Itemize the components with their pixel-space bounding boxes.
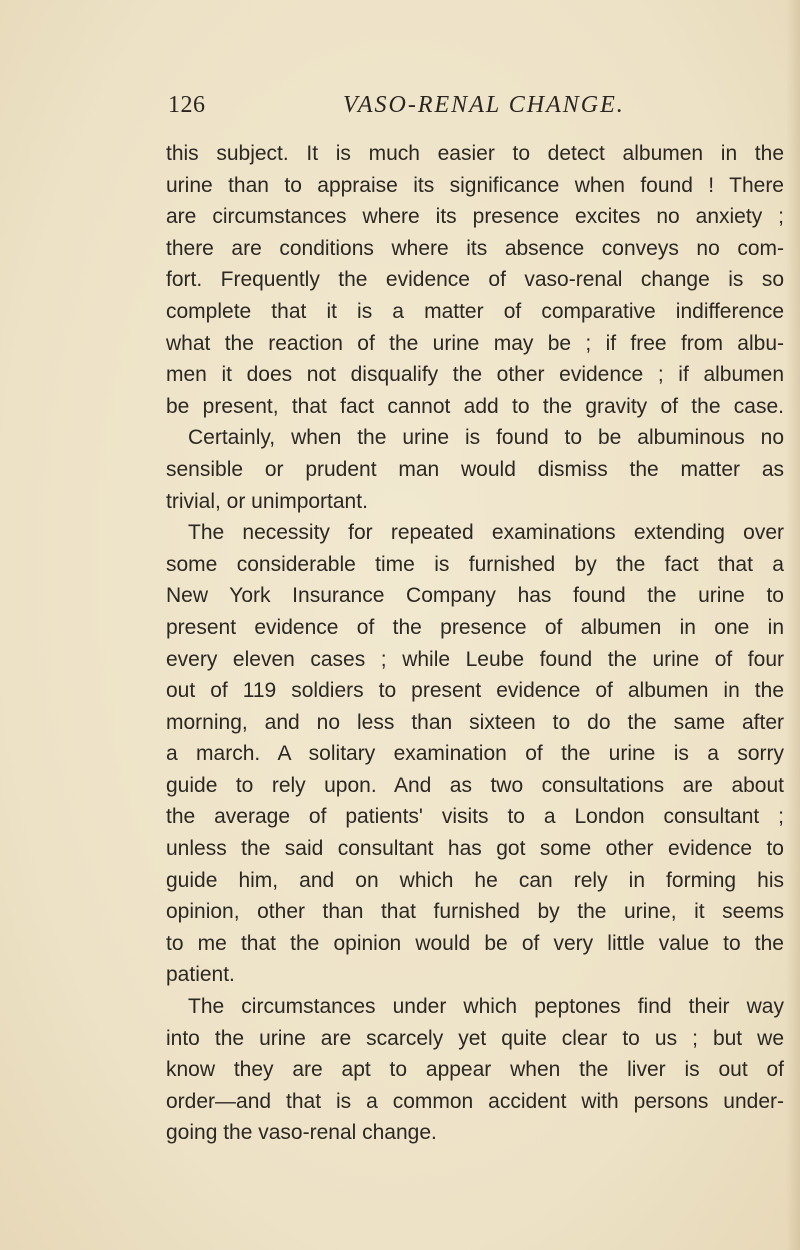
page-header bbox=[168, 92, 628, 122]
text-line: the average of patients' visits to a London consultant ; bbox=[166, 805, 784, 829]
text-line: guide him, and on which he can rely in forming his bbox=[166, 868, 784, 892]
text-line: what the reaction of the urine may be ; if free from albu- bbox=[166, 331, 784, 355]
text-line: order—and that is a common accident with persons under- bbox=[166, 1089, 784, 1113]
text-line: there are conditions where its absence conveys no com- bbox=[166, 236, 784, 260]
text-line: this subject. It is much easier to detect albumen in the bbox=[166, 142, 784, 165]
text-line: a march. A solitary examination of the urine is a sorry bbox=[166, 742, 784, 766]
text-line: guide to rely upon. And as two consultations are about bbox=[166, 773, 784, 797]
text-line: unless the said consultant has got some other evidence to bbox=[166, 837, 784, 861]
text-line: be present, that fact cannot add to the gravity of the case. bbox=[166, 394, 784, 418]
text-line: are circumstances where its presence excites no anxiety ; bbox=[166, 205, 784, 229]
text-line: out of 119 soldiers to present evidence of albumen in the bbox=[166, 679, 784, 703]
text-line: fort. Frequently the evidence of vaso-renal change is so bbox=[166, 268, 784, 292]
text-line: New York Insurance Company has found the urine to bbox=[166, 584, 784, 608]
text-line: opinion, other than that furnished by the urine, it seems bbox=[166, 900, 784, 924]
text-line: The circumstances under which peptones find their way bbox=[188, 995, 784, 1019]
text-line: some considerable time is furnished by the fact that a bbox=[166, 552, 784, 576]
text-line: patient. bbox=[166, 963, 235, 987]
text-line: know they are apt to appear when the liver is out of bbox=[166, 1058, 784, 1082]
page-edge-shadow bbox=[786, 0, 800, 1250]
text-line: The necessity for repeated examinations extending over bbox=[188, 521, 784, 545]
text-line: to me that the opinion would be of very little value to the bbox=[166, 931, 784, 955]
text-line: going the vaso-renal change. bbox=[166, 1121, 437, 1145]
text-line: Certainly, when the urine is found to be albuminous no bbox=[188, 426, 784, 450]
page-number: 126 bbox=[168, 92, 206, 118]
text-line: present evidence of the presence of albumen in one in bbox=[166, 615, 784, 639]
text-line: men it does not disqualify the other evidence ; if albumen bbox=[166, 363, 784, 387]
text-line: morning, and no less than sixteen to do the same after bbox=[166, 710, 784, 734]
text-line: urine than to appraise its significance when found ! There bbox=[166, 173, 784, 197]
body-text bbox=[166, 138, 784, 1149]
text-line: sensible or prudent man would dismiss the matter as bbox=[166, 457, 784, 481]
running-head: VASO-RENAL CHANGE. bbox=[343, 92, 625, 118]
text-line: trivial, or unimportant. bbox=[166, 489, 368, 513]
text-line: into the urine are scarcely yet quite clear to us ; but we bbox=[166, 1026, 784, 1050]
text-line: every eleven cases ; while Leube found the urine of four bbox=[166, 647, 784, 671]
text-line: complete that it is a matter of comparative indifference bbox=[166, 299, 784, 323]
